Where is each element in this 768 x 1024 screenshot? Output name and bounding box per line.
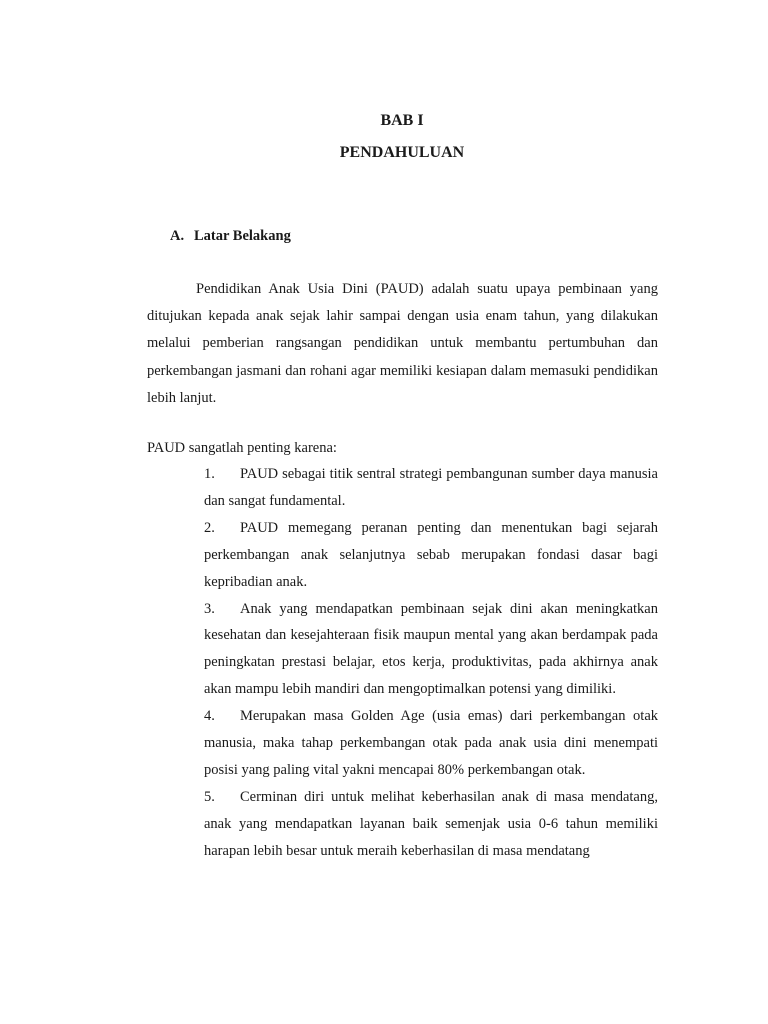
list-item [204, 461, 658, 515]
chapter-title: PENDAHULUAN [339, 144, 465, 161]
section-heading [170, 226, 291, 246]
list-item-number: 2. [204, 519, 215, 536]
list-item-text: Cerminan diri untuk melihat keberhasilan anak di masa mendatang, anak yang mendapatkan layanan baik semenjak usia 0-6 tahun memiliki harapan lebih besar untuk meraih keberhasilan di masa mendatang [204, 788, 658, 859]
list-item-number: 3. [204, 600, 215, 617]
body-paragraph: Pendidikan Anak Usia Dini (PAUD) adalah suatu upaya pembinaan yang ditujukan kepada anak sejak lahir sampai dengan usia enam tahun, yang dilakukan melalui pemberian rangsangan pendidikan untuk membantu pertumbuhan dan perkembangan jasmani dan rohani agar memiliki kesiapan dalam memasuki pendidikan lebih lanjut. [147, 281, 658, 406]
list-item-number: 4. [204, 708, 215, 725]
chapter-number: BAB I [380, 112, 424, 129]
section-letter: A. [170, 228, 185, 244]
list-item-text: PAUD sebagai titik sentral strategi pembangunan sumber daya manusia dan sangat fundamental. [204, 466, 658, 509]
list-item-text: PAUD memegang peranan penting dan menentukan bagi sejarah perkembangan anak selanjutnya sebab merupakan fondasi dasar bagi kepribadian anak. [204, 519, 658, 590]
section-title: Latar Belakang [194, 228, 291, 244]
list-item-number: 1. [204, 466, 215, 482]
list-item-number: 5. [204, 788, 215, 805]
list-item-text: Merupakan masa Golden Age (usia emas) dari perkembangan otak manusia, maka tahap perkembangan otak pada anak usia dini menempati posisi yang paling vital yakni mencapai 80% perkembangan otak. [204, 708, 658, 778]
list-item [204, 703, 658, 784]
list-intro: PAUD sangatlah penting karena: [147, 440, 337, 456]
list-item [204, 784, 658, 865]
numbered-list [204, 461, 658, 865]
list-item [204, 515, 658, 596]
list-item [204, 596, 658, 704]
list-item-text: Anak yang mendapatkan pembinaan sejak dini akan meningkatkan kesehatan dan kesejahteraan fisik maupun mental yang akan berdampak pada peningkatan prestasi belajar, etos kerja, produktivitas, pada akhirnya anak akan mampu lebih mandiri dan mengoptimalkan potensi yang dimiliki. [204, 600, 658, 698]
